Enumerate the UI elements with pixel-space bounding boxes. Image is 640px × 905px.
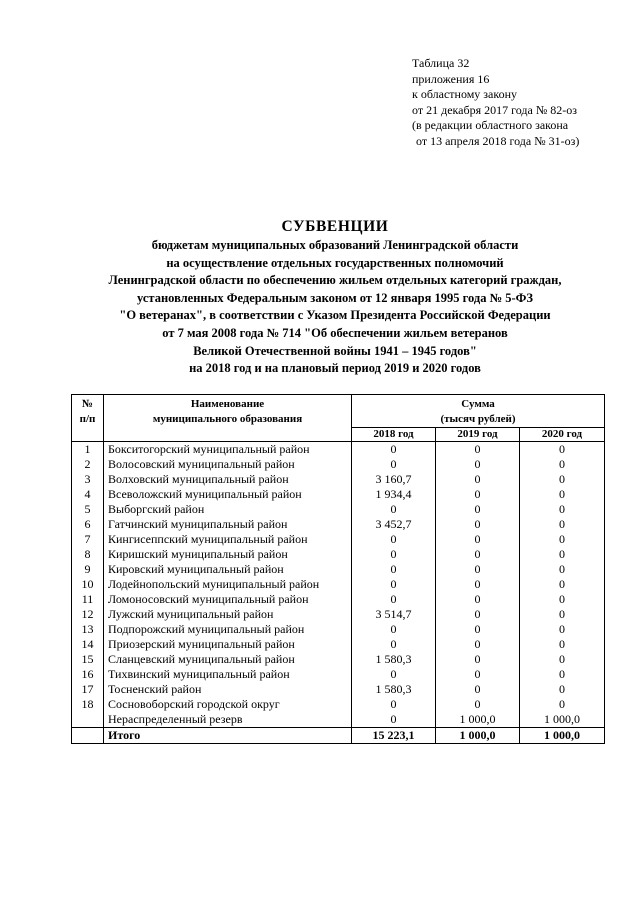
table-row bbox=[72, 472, 605, 487]
municipality-name: Всеволожский муниципальный район bbox=[104, 487, 352, 502]
value-2020: 0 bbox=[520, 682, 605, 697]
value-2020: 0 bbox=[520, 592, 605, 607]
column-header-number: № п/п bbox=[72, 395, 104, 442]
total-2020: 1 000,0 bbox=[520, 728, 605, 744]
value-2019: 0 bbox=[436, 457, 520, 472]
title-line: на 2018 год и на плановый период 2019 и 2020 годов bbox=[189, 361, 481, 376]
row-number: 14 bbox=[72, 637, 104, 652]
value-2020: 0 bbox=[520, 562, 605, 577]
value-2020: 0 bbox=[520, 472, 605, 487]
municipality-name: Ломоносовский муниципальный район bbox=[104, 592, 352, 607]
municipality-name: Тихвинский муниципальный район bbox=[104, 667, 352, 682]
title-line: от 7 мая 2008 года № 714 "Об обеспечении жильем ветеранов bbox=[162, 325, 508, 340]
value-2019: 0 bbox=[436, 607, 520, 622]
value-2018: 0 bbox=[352, 442, 436, 458]
appendix-line: приложения 16 bbox=[412, 71, 490, 86]
row-number: 18 bbox=[72, 697, 104, 712]
row-number: 8 bbox=[72, 547, 104, 562]
value-2020: 0 bbox=[520, 607, 605, 622]
value-2018: 0 bbox=[352, 562, 436, 577]
value-2019: 0 bbox=[436, 577, 520, 592]
table-row bbox=[72, 682, 605, 697]
value-2019: 0 bbox=[436, 517, 520, 532]
value-2018: 0 bbox=[352, 667, 436, 682]
table-row bbox=[72, 592, 605, 607]
value-2018: 1 580,3 bbox=[352, 682, 436, 697]
table-row bbox=[72, 622, 605, 637]
value-2020: 0 bbox=[520, 577, 605, 592]
municipality-name: Волховский муниципальный район bbox=[104, 472, 352, 487]
total-2018: 15 223,1 bbox=[352, 728, 436, 744]
value-2019: 0 bbox=[436, 442, 520, 458]
row-number: 2 bbox=[72, 457, 104, 472]
municipality-name: Сланцевский муниципальный район bbox=[104, 652, 352, 667]
municipality-name: Приозерский муниципальный район bbox=[104, 637, 352, 652]
value-2020: 0 bbox=[520, 442, 605, 458]
table-row bbox=[72, 517, 605, 532]
value-2020: 0 bbox=[520, 547, 605, 562]
value-2019: 0 bbox=[436, 652, 520, 667]
row-number: 11 bbox=[72, 592, 104, 607]
row-number: 4 bbox=[72, 487, 104, 502]
row-number: 6 bbox=[72, 517, 104, 532]
column-header-sum: Сумма (тысяч рублей) bbox=[352, 395, 605, 428]
municipality-name: Подпорожский муниципальный район bbox=[104, 622, 352, 637]
value-2018: 0 bbox=[352, 532, 436, 547]
row-number: 5 bbox=[72, 502, 104, 517]
value-2020: 0 bbox=[520, 517, 605, 532]
value-2019: 0 bbox=[436, 637, 520, 652]
row-number: 7 bbox=[72, 532, 104, 547]
total-label: Итого bbox=[104, 728, 352, 744]
column-header-year: 2019 год bbox=[436, 428, 520, 442]
table-row bbox=[72, 442, 605, 458]
value-2018: 0 bbox=[352, 637, 436, 652]
value-2020: 0 bbox=[520, 667, 605, 682]
municipality-name: Кингисеппский муниципальный район bbox=[104, 532, 352, 547]
table-row bbox=[72, 547, 605, 562]
column-header-name: Наименование муниципального образования bbox=[104, 395, 352, 442]
row-number: 17 bbox=[72, 682, 104, 697]
value-2019: 0 bbox=[436, 502, 520, 517]
value-2019: 0 bbox=[436, 547, 520, 562]
title-line: бюджетам муниципальных образований Ленинградской области bbox=[151, 238, 519, 252]
value-2020: 0 bbox=[520, 502, 605, 517]
document-title bbox=[70, 217, 600, 378]
value-2019: 0 bbox=[436, 487, 520, 502]
title-line: установленных Федеральным законом от 12 января 1995 года № 5-ФЗ bbox=[136, 290, 533, 305]
municipality-name: Тосненский район bbox=[104, 682, 352, 697]
column-header-year: 2018 год bbox=[352, 428, 436, 442]
table-row bbox=[72, 607, 605, 622]
municipality-name: Кировский муниципальный район bbox=[104, 562, 352, 577]
value-2020: 1 000,0 bbox=[520, 712, 605, 728]
value-2018: 0 bbox=[352, 547, 436, 562]
column-header-year: 2020 год bbox=[520, 428, 605, 442]
table-row bbox=[72, 577, 605, 592]
municipality-name: Сосновоборский городской округ bbox=[104, 697, 352, 712]
value-2020: 0 bbox=[520, 637, 605, 652]
value-2018: 0 bbox=[352, 622, 436, 637]
title-line: на осуществление отдельных государственных полномочий bbox=[166, 255, 504, 270]
title-line: Великой Отечественной войны 1941 – 1945 годов" bbox=[193, 343, 477, 358]
value-2019: 0 bbox=[436, 592, 520, 607]
value-2020: 0 bbox=[520, 652, 605, 667]
subventions-table bbox=[71, 394, 605, 744]
appendix-line: от 13 апреля 2018 года № 31-оз) bbox=[416, 133, 580, 148]
row-number: 13 bbox=[72, 622, 104, 637]
appendix-line: от 21 декабря 2017 года № 82-оз bbox=[412, 102, 578, 117]
value-2018: 3 160,7 bbox=[352, 472, 436, 487]
table-row bbox=[72, 562, 605, 577]
value-2018: 3 452,7 bbox=[352, 517, 436, 532]
value-2020: 0 bbox=[520, 622, 605, 637]
row-number: 12 bbox=[72, 607, 104, 622]
value-2020: 0 bbox=[520, 532, 605, 547]
value-2020: 0 bbox=[520, 697, 605, 712]
title-main: СУБВЕНЦИИ bbox=[281, 218, 389, 235]
value-2019: 0 bbox=[436, 532, 520, 547]
municipality-name: Киришский муниципальный район bbox=[104, 547, 352, 562]
row-number: 16 bbox=[72, 667, 104, 682]
row-number: 10 bbox=[72, 577, 104, 592]
row-number: 3 bbox=[72, 472, 104, 487]
value-2018: 3 514,7 bbox=[352, 607, 436, 622]
table-row bbox=[72, 487, 605, 502]
title-line: "О ветеранах", в соответствии с Указом Президента Российской Федерации bbox=[119, 308, 551, 323]
value-2018: 0 bbox=[352, 502, 436, 517]
value-2018: 0 bbox=[352, 457, 436, 472]
value-2018: 0 bbox=[352, 592, 436, 607]
row-number: 15 bbox=[72, 652, 104, 667]
municipality-name: Гатчинский муниципальный район bbox=[104, 517, 352, 532]
total-row bbox=[72, 728, 605, 744]
value-2019: 0 bbox=[436, 697, 520, 712]
table-row bbox=[72, 712, 605, 728]
value-2020: 0 bbox=[520, 487, 605, 502]
value-2018: 0 bbox=[352, 697, 436, 712]
value-2018: 0 bbox=[352, 712, 436, 728]
appendix-line: к областному закону bbox=[412, 87, 518, 101]
table-row bbox=[72, 697, 605, 712]
value-2018: 1 934,4 bbox=[352, 487, 436, 502]
value-2019: 0 bbox=[436, 472, 520, 487]
table-row bbox=[72, 532, 605, 547]
value-2019: 0 bbox=[436, 667, 520, 682]
row-number: 9 bbox=[72, 562, 104, 577]
appendix-line: (в редакции областного закона bbox=[412, 118, 569, 132]
table-row bbox=[72, 667, 605, 682]
row-number bbox=[72, 712, 104, 728]
value-2019: 0 bbox=[436, 682, 520, 697]
value-2018: 0 bbox=[352, 577, 436, 592]
value-2019: 1 000,0 bbox=[436, 712, 520, 728]
table-row bbox=[72, 637, 605, 652]
value-2020: 0 bbox=[520, 457, 605, 472]
municipality-name: Лужский муниципальный район bbox=[104, 607, 352, 622]
table-row bbox=[72, 457, 605, 472]
municipality-name: Бокситогорский муниципальный район bbox=[104, 442, 352, 458]
row-number: 1 bbox=[72, 442, 104, 458]
value-2019: 0 bbox=[436, 622, 520, 637]
value-2018: 1 580,3 bbox=[352, 652, 436, 667]
table-row bbox=[72, 652, 605, 667]
municipality-name: Выборгский район bbox=[104, 502, 352, 517]
table-row bbox=[72, 502, 605, 517]
municipality-name: Волосовский муниципальный район bbox=[104, 457, 352, 472]
municipality-name: Лодейнопольский муниципальный район bbox=[104, 577, 352, 592]
appendix-reference bbox=[412, 56, 627, 149]
title-line: Ленинградской области по обеспечению жильем отдельных категорий граждан, bbox=[108, 273, 562, 288]
municipality-name: Нераспределенный резерв bbox=[104, 712, 352, 728]
total-2019: 1 000,0 bbox=[436, 728, 520, 744]
appendix-line: Таблица 32 bbox=[412, 56, 470, 70]
value-2019: 0 bbox=[436, 562, 520, 577]
